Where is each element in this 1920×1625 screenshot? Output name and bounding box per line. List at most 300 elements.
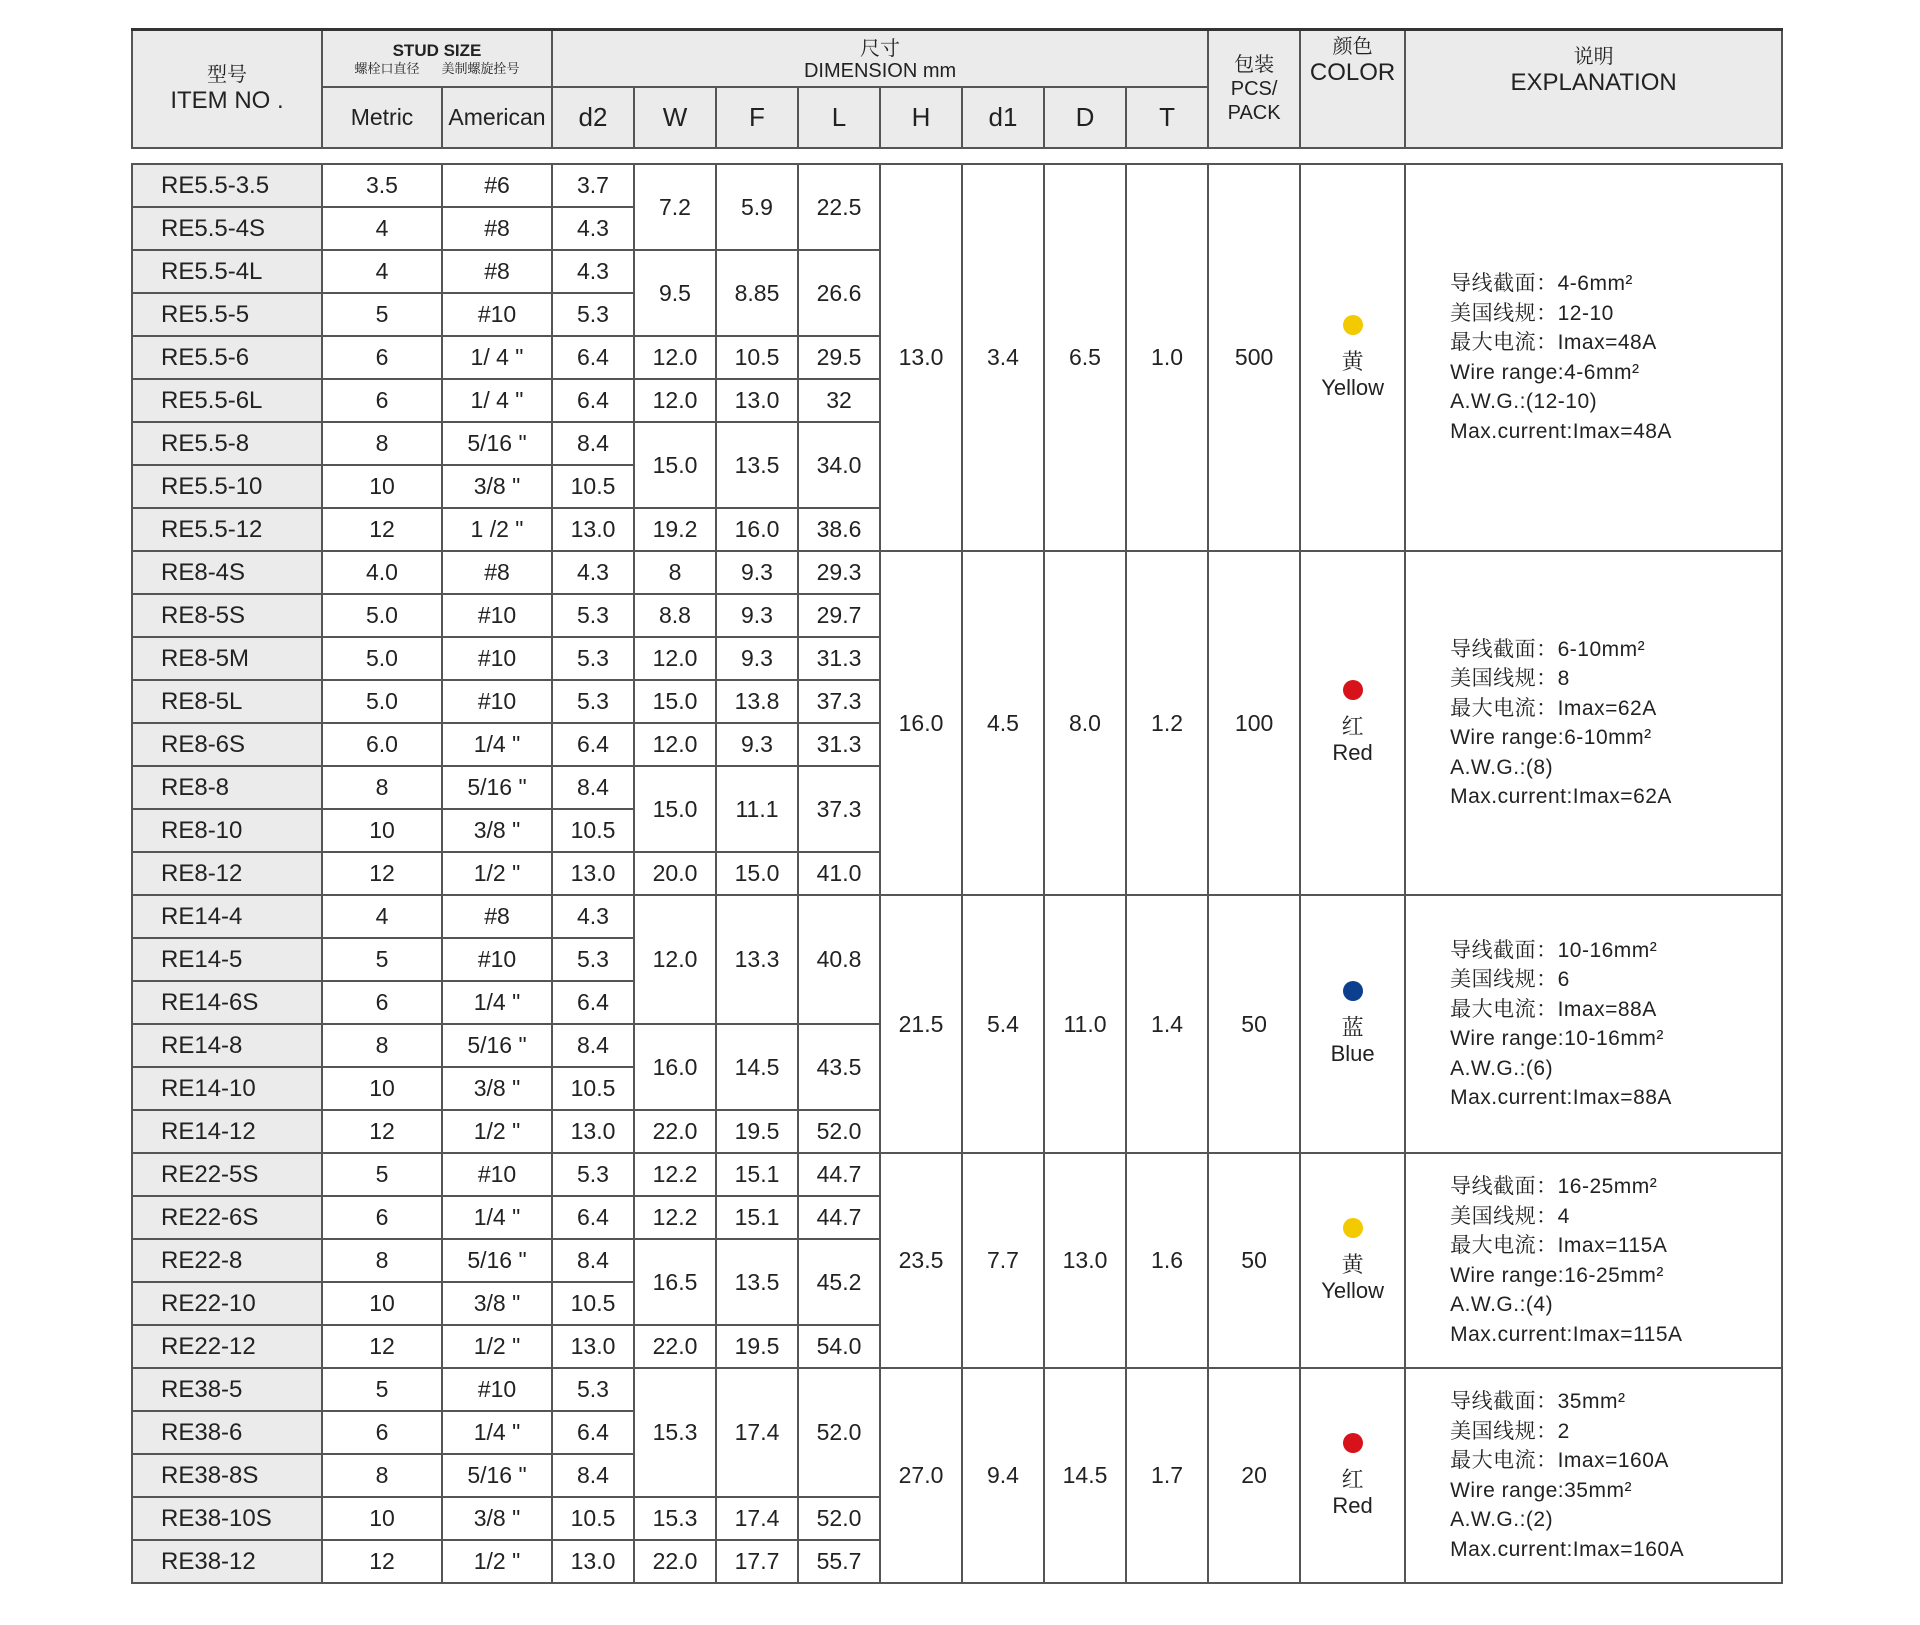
table-row — [132, 1368, 1782, 1411]
explanation-line: Wire range:6-10mm² — [1450, 726, 1652, 749]
header-color — [1300, 30, 1405, 149]
explanation-line: A.W.G.:(2) — [1450, 1508, 1554, 1531]
metric-cell: 10 — [322, 1067, 442, 1110]
h-cell: 13.0 — [880, 164, 962, 551]
l-cell: 29.7 — [798, 594, 880, 637]
d1-cell: 5.4 — [962, 895, 1044, 1153]
item-no-cell: RE14-6S — [132, 981, 322, 1024]
american-cell: 3/8 " — [442, 1497, 552, 1540]
metric-cell: 6 — [322, 336, 442, 379]
explanation-line: A.W.G.:(4) — [1450, 1293, 1554, 1316]
american-cell: #10 — [442, 1153, 552, 1196]
f-cell: 9.3 — [716, 637, 798, 680]
w-cell: 8 — [634, 551, 716, 594]
item-no-cell: RE14-8 — [132, 1024, 322, 1067]
d2-cell: 3.7 — [552, 164, 634, 207]
explanation-line: 美国线规：6 — [1450, 968, 1570, 991]
d2-cell: 6.4 — [552, 1196, 634, 1239]
item-no-cell: RE8-5S — [132, 594, 322, 637]
d2-cell: 8.4 — [552, 766, 634, 809]
color-en-label: Yellow — [1321, 374, 1384, 400]
table-row — [132, 164, 1782, 207]
header-dim-d2: d2 — [552, 87, 634, 148]
f-cell: 19.5 — [716, 1325, 798, 1368]
l-cell: 34.0 — [798, 422, 880, 508]
l-cell: 41.0 — [798, 852, 880, 895]
f-cell: 15.0 — [716, 852, 798, 895]
d1-cell: 4.5 — [962, 551, 1044, 895]
pack-cell: 20 — [1208, 1368, 1300, 1583]
color-cell — [1300, 1368, 1405, 1583]
explanation-line: A.W.G.:(12-10) — [1450, 390, 1598, 413]
explanation-cell — [1405, 551, 1782, 895]
t-cell: 1.7 — [1126, 1368, 1208, 1583]
explanation-line: 导线截面：6-10mm² — [1450, 637, 1646, 661]
d1-cell: 3.4 — [962, 164, 1044, 551]
d1-cell: 7.7 — [962, 1153, 1044, 1368]
f-cell: 15.1 — [716, 1196, 798, 1239]
american-cell: #8 — [442, 207, 552, 250]
d-cell: 6.5 — [1044, 164, 1126, 551]
d2-cell: 4.3 — [552, 551, 634, 594]
header-pack-cn: 包装 — [1234, 54, 1275, 76]
metric-cell: 12 — [322, 1325, 442, 1368]
d2-cell: 8.4 — [552, 422, 634, 465]
header-dim-en: DIMENSION mm — [803, 59, 957, 82]
l-cell: 54.0 — [798, 1325, 880, 1368]
color-cn-label: 蓝 — [1341, 1015, 1364, 1040]
item-no-cell: RE8-10 — [132, 809, 322, 852]
item-no-cell: RE38-6 — [132, 1411, 322, 1454]
metric-cell: 3.5 — [322, 164, 442, 207]
explanation-line: Max.current:Imax=48A — [1450, 419, 1672, 443]
l-cell: 37.3 — [798, 766, 880, 852]
d2-cell: 5.3 — [552, 1153, 634, 1196]
w-cell: 12.0 — [634, 723, 716, 766]
w-cell: 12.2 — [634, 1196, 716, 1239]
item-no-cell: RE22-5S — [132, 1153, 322, 1196]
d2-cell: 6.4 — [552, 379, 634, 422]
color-dot-icon — [1343, 315, 1363, 335]
metric-cell: 12 — [322, 852, 442, 895]
explanation-cell — [1405, 1153, 1782, 1368]
f-cell: 8.85 — [716, 250, 798, 336]
explanation-line: 最大电流：Imax=88A — [1450, 997, 1657, 1021]
explanation-line: Wire range:35mm² — [1450, 1478, 1632, 1502]
metric-cell: 5 — [322, 1153, 442, 1196]
header-stud-cn-american: 美制螺旋拴号 — [441, 60, 520, 76]
metric-cell: 5 — [322, 1368, 442, 1411]
item-no-cell: RE22-6S — [132, 1196, 322, 1239]
header-item-no — [132, 30, 322, 149]
w-cell: 12.0 — [634, 379, 716, 422]
color-cell — [1300, 895, 1405, 1153]
pack-cell: 50 — [1208, 1153, 1300, 1368]
l-cell: 29.3 — [798, 551, 880, 594]
color-dot-icon — [1343, 1218, 1363, 1238]
american-cell: #6 — [442, 164, 552, 207]
american-cell: 1/2 " — [442, 852, 552, 895]
l-cell: 44.7 — [798, 1153, 880, 1196]
l-cell: 52.0 — [798, 1497, 880, 1540]
d2-cell: 8.4 — [552, 1239, 634, 1282]
f-cell: 19.5 — [716, 1110, 798, 1153]
american-cell: 1/2 " — [442, 1110, 552, 1153]
l-cell: 52.0 — [798, 1110, 880, 1153]
color-en-label: Red — [1332, 740, 1373, 765]
item-no-cell: RE38-8S — [132, 1454, 322, 1497]
item-no-cell: RE8-4S — [132, 551, 322, 594]
american-cell: 5/16 " — [442, 1239, 552, 1282]
american-cell: 3/8 " — [442, 1067, 552, 1110]
w-cell: 22.0 — [634, 1110, 716, 1153]
d2-cell: 5.3 — [552, 637, 634, 680]
w-cell: 15.3 — [634, 1368, 716, 1497]
w-cell: 15.0 — [634, 766, 716, 852]
metric-cell: 10 — [322, 1282, 442, 1325]
table-row — [132, 551, 1782, 594]
color-dot-icon — [1343, 680, 1363, 700]
item-no-cell: RE8-5L — [132, 680, 322, 723]
item-no-cell: RE5.5-8 — [132, 422, 322, 465]
american-cell: 5/16 " — [442, 1454, 552, 1497]
h-cell: 27.0 — [880, 1368, 962, 1583]
w-cell: 9.5 — [634, 250, 716, 336]
table-row — [132, 895, 1782, 938]
l-cell: 52.0 — [798, 1368, 880, 1497]
explanation-line: Wire range:10-16mm² — [1450, 1027, 1664, 1050]
d2-cell: 8.4 — [552, 1454, 634, 1497]
american-cell: 1 /2 " — [442, 508, 552, 551]
f-cell: 13.0 — [716, 379, 798, 422]
d2-cell: 10.5 — [552, 465, 634, 508]
explanation-line: 最大电流：Imax=48A — [1450, 331, 1657, 354]
t-cell: 1.0 — [1126, 164, 1208, 551]
item-no-cell: RE14-12 — [132, 1110, 322, 1153]
item-no-cell: RE5.5-6L — [132, 379, 322, 422]
metric-cell: 5.0 — [322, 594, 442, 637]
metric-cell: 10 — [322, 809, 442, 852]
item-no-cell: RE22-8 — [132, 1239, 322, 1282]
metric-cell: 12 — [322, 1110, 442, 1153]
american-cell: #10 — [442, 1368, 552, 1411]
w-cell: 16.5 — [634, 1239, 716, 1325]
w-cell: 8.8 — [634, 594, 716, 637]
item-no-cell: RE5.5-3.5 — [132, 164, 322, 207]
w-cell: 12.0 — [634, 336, 716, 379]
f-cell: 11.1 — [716, 766, 798, 852]
d2-cell: 13.0 — [552, 1540, 634, 1583]
f-cell: 13.5 — [716, 422, 798, 508]
american-cell: 1/2 " — [442, 1325, 552, 1368]
metric-cell: 12 — [322, 1540, 442, 1583]
color-dot-icon — [1343, 981, 1363, 1001]
american-cell: 1/4 " — [442, 981, 552, 1024]
explanation-line: Max.current:Imax=160A — [1450, 1537, 1685, 1561]
spec-table-wrap — [131, 28, 1781, 1584]
color-cell — [1300, 1153, 1405, 1368]
w-cell: 7.2 — [634, 164, 716, 250]
d2-cell: 10.5 — [552, 1282, 634, 1325]
explanation-line: A.W.G.:(6) — [1450, 1056, 1554, 1080]
explanation-line: Max.current:Imax=62A — [1450, 785, 1672, 808]
american-cell: 3/8 " — [442, 465, 552, 508]
explanation-line: 美国线规：12-10 — [1450, 301, 1614, 325]
f-cell: 14.5 — [716, 1024, 798, 1110]
item-no-cell: RE5.5-12 — [132, 508, 322, 551]
header-item-cn: 型号 — [207, 64, 247, 86]
table-row — [132, 1153, 1782, 1196]
w-cell: 12.0 — [634, 895, 716, 1024]
header-color-en: COLOR — [1309, 59, 1396, 86]
item-no-cell: RE8-8 — [132, 766, 322, 809]
pack-cell: 50 — [1208, 895, 1300, 1153]
header-stud-en: STUD SIZE — [392, 40, 482, 60]
explanation-line: Wire range:4-6mm² — [1450, 360, 1640, 384]
header-expl-en: EXPLANATION — [1510, 69, 1677, 96]
color-dot-icon — [1343, 1433, 1363, 1453]
d-cell: 13.0 — [1044, 1153, 1126, 1368]
item-no-cell: RE38-10S — [132, 1497, 322, 1540]
explanation-line: 最大电流：Imax=115A — [1450, 1234, 1668, 1257]
d2-cell: 10.5 — [552, 809, 634, 852]
american-cell: #10 — [442, 680, 552, 723]
h-cell: 16.0 — [880, 551, 962, 895]
l-cell: 29.5 — [798, 336, 880, 379]
explanation-line: 美国线规：2 — [1450, 1419, 1570, 1443]
d2-cell: 13.0 — [552, 1325, 634, 1368]
metric-cell: 4 — [322, 250, 442, 293]
d2-cell: 4.3 — [552, 895, 634, 938]
d1-cell: 9.4 — [962, 1368, 1044, 1583]
metric-cell: 8 — [322, 422, 442, 465]
metric-cell: 6 — [322, 1196, 442, 1239]
header-stud-cn-metric: 螺栓口直径 — [354, 60, 420, 76]
explanation-line: 美国线规：4 — [1450, 1204, 1570, 1228]
l-cell: 37.3 — [798, 680, 880, 723]
d2-cell: 4.3 — [552, 207, 634, 250]
h-cell: 23.5 — [880, 1153, 962, 1368]
metric-cell: 8 — [322, 1239, 442, 1282]
header-dim-f: F — [716, 87, 798, 148]
header-metric: Metric — [322, 87, 442, 148]
header-pack — [1208, 30, 1300, 149]
l-cell: 40.8 — [798, 895, 880, 1024]
l-cell: 45.2 — [798, 1239, 880, 1325]
w-cell: 12.2 — [634, 1153, 716, 1196]
l-cell: 38.6 — [798, 508, 880, 551]
header-explanation — [1405, 30, 1782, 149]
american-cell: 1/2 " — [442, 1540, 552, 1583]
explanation-line: Max.current:Imax=88A — [1450, 1086, 1672, 1109]
item-no-cell: RE5.5-5 — [132, 293, 322, 336]
american-cell: 3/8 " — [442, 1282, 552, 1325]
d2-cell: 5.3 — [552, 680, 634, 723]
w-cell: 20.0 — [634, 852, 716, 895]
american-cell: #8 — [442, 895, 552, 938]
item-no-cell: RE8-6S — [132, 723, 322, 766]
d2-cell: 5.3 — [552, 293, 634, 336]
item-no-cell: RE5.5-6 — [132, 336, 322, 379]
header-dimension — [552, 30, 1208, 88]
f-cell: 13.5 — [716, 1239, 798, 1325]
american-cell: 1/4 " — [442, 1196, 552, 1239]
w-cell: 15.0 — [634, 422, 716, 508]
color-cn-label: 黄 — [1341, 348, 1364, 374]
f-cell: 9.3 — [716, 551, 798, 594]
l-cell: 26.6 — [798, 250, 880, 336]
d2-cell: 5.3 — [552, 1368, 634, 1411]
color-cn-label: 黄 — [1341, 1251, 1364, 1277]
l-cell: 44.7 — [798, 1196, 880, 1239]
header-expl-cn: 说明 — [1573, 46, 1614, 68]
header-item-en: ITEM NO . — [170, 87, 284, 114]
d-cell: 8.0 — [1044, 551, 1126, 895]
metric-cell: 8 — [322, 766, 442, 809]
explanation-cell — [1405, 164, 1782, 551]
header-dim-h: H — [880, 87, 962, 148]
d2-cell: 4.3 — [552, 250, 634, 293]
header-dim-t: T — [1126, 87, 1208, 148]
d-cell: 11.0 — [1044, 895, 1126, 1153]
metric-cell: 12 — [322, 508, 442, 551]
metric-cell: 5.0 — [322, 637, 442, 680]
header-dim-cn: 尺寸 — [860, 37, 901, 60]
f-cell: 10.5 — [716, 336, 798, 379]
explanation-line: Wire range:16-25mm² — [1450, 1263, 1664, 1287]
american-cell: #8 — [442, 250, 552, 293]
explanation-cell — [1405, 1368, 1782, 1583]
w-cell: 12.0 — [634, 637, 716, 680]
header-spacer — [132, 148, 1782, 164]
item-no-cell: RE22-10 — [132, 1282, 322, 1325]
metric-cell: 4 — [322, 895, 442, 938]
american-cell: 1/4 " — [442, 1411, 552, 1454]
h-cell: 21.5 — [880, 895, 962, 1153]
item-no-cell: RE14-4 — [132, 895, 322, 938]
item-no-cell: RE22-12 — [132, 1325, 322, 1368]
american-cell: 1/4 " — [442, 723, 552, 766]
w-cell: 22.0 — [634, 1325, 716, 1368]
item-no-cell: RE14-10 — [132, 1067, 322, 1110]
d2-cell: 5.3 — [552, 938, 634, 981]
w-cell: 15.3 — [634, 1497, 716, 1540]
w-cell: 22.0 — [634, 1540, 716, 1583]
t-cell: 1.4 — [1126, 895, 1208, 1153]
d2-cell: 5.3 — [552, 594, 634, 637]
explanation-line: 最大电流：Imax=160A — [1450, 1449, 1669, 1472]
explanation-line: 导线截面：16-25mm² — [1450, 1175, 1658, 1198]
l-cell: 22.5 — [798, 164, 880, 250]
header-pack-en1: PCS/ — [1230, 78, 1278, 100]
header-dim-l: L — [798, 87, 880, 148]
metric-cell: 8 — [322, 1024, 442, 1067]
metric-cell: 5 — [322, 293, 442, 336]
f-cell: 17.4 — [716, 1368, 798, 1497]
header-pack-en2: PACK — [1227, 102, 1281, 124]
l-cell: 55.7 — [798, 1540, 880, 1583]
explanation-line: 美国线规：8 — [1450, 667, 1570, 690]
f-cell: 9.3 — [716, 723, 798, 766]
explanation-line: 导线截面：10-16mm² — [1450, 938, 1658, 962]
color-en-label: Yellow — [1321, 1277, 1384, 1303]
american-cell: #10 — [442, 938, 552, 981]
l-cell: 31.3 — [798, 723, 880, 766]
explanation-line: 导线截面：4-6mm² — [1450, 272, 1633, 295]
header-stud-cn — [323, 61, 551, 77]
american-cell: 3/8 " — [442, 809, 552, 852]
header-dim-w: W — [634, 87, 716, 148]
item-no-cell: RE5.5-10 — [132, 465, 322, 508]
pack-cell: 100 — [1208, 551, 1300, 895]
table-body — [132, 148, 1782, 1583]
d2-cell: 10.5 — [552, 1067, 634, 1110]
d2-cell: 13.0 — [552, 508, 634, 551]
l-cell: 32 — [798, 379, 880, 422]
american-cell: 5/16 " — [442, 766, 552, 809]
item-no-cell: RE38-5 — [132, 1368, 322, 1411]
f-cell: 15.1 — [716, 1153, 798, 1196]
f-cell: 9.3 — [716, 594, 798, 637]
d2-cell: 6.4 — [552, 723, 634, 766]
american-cell: 5/16 " — [442, 1024, 552, 1067]
metric-cell: 10 — [322, 1497, 442, 1540]
header-dim-d: D — [1044, 87, 1126, 148]
l-cell: 43.5 — [798, 1024, 880, 1110]
explanation-line: Max.current:Imax=115A — [1450, 1322, 1683, 1346]
american-cell: #10 — [442, 637, 552, 680]
american-cell: 5/16 " — [442, 422, 552, 465]
t-cell: 1.6 — [1126, 1153, 1208, 1368]
f-cell: 5.9 — [716, 164, 798, 250]
f-cell: 13.8 — [716, 680, 798, 723]
american-cell: #8 — [442, 551, 552, 594]
explanation-cell — [1405, 895, 1782, 1153]
explanation-line: A.W.G.:(8) — [1450, 755, 1554, 779]
f-cell: 17.4 — [716, 1497, 798, 1540]
american-cell: 1/ 4 " — [442, 336, 552, 379]
color-cell — [1300, 164, 1405, 551]
metric-cell: 5 — [322, 938, 442, 981]
color-en-label: Red — [1332, 1492, 1373, 1518]
explanation-line: 导线截面：35mm² — [1450, 1390, 1626, 1413]
item-no-cell: RE8-12 — [132, 852, 322, 895]
header-stud-size — [322, 30, 552, 88]
metric-cell: 6 — [322, 1411, 442, 1454]
l-cell: 31.3 — [798, 637, 880, 680]
metric-cell: 4.0 — [322, 551, 442, 594]
metric-cell: 6 — [322, 981, 442, 1024]
d2-cell: 10.5 — [552, 1497, 634, 1540]
d-cell: 14.5 — [1044, 1368, 1126, 1583]
d2-cell: 13.0 — [552, 852, 634, 895]
metric-cell: 4 — [322, 207, 442, 250]
color-cn-label: 红 — [1341, 714, 1364, 739]
color-cn-label: 红 — [1341, 1466, 1364, 1492]
w-cell: 15.0 — [634, 680, 716, 723]
spec-table — [131, 28, 1783, 1584]
item-no-cell: RE8-5M — [132, 637, 322, 680]
color-en-label: Blue — [1330, 1041, 1375, 1066]
american-cell: #10 — [442, 293, 552, 336]
explanation-line: 最大电流：Imax=62A — [1450, 696, 1657, 720]
item-no-cell: RE5.5-4S — [132, 207, 322, 250]
metric-cell: 8 — [322, 1454, 442, 1497]
spacer-cell — [132, 148, 1782, 164]
metric-cell: 6 — [322, 379, 442, 422]
d2-cell: 6.4 — [552, 336, 634, 379]
american-cell: #10 — [442, 594, 552, 637]
